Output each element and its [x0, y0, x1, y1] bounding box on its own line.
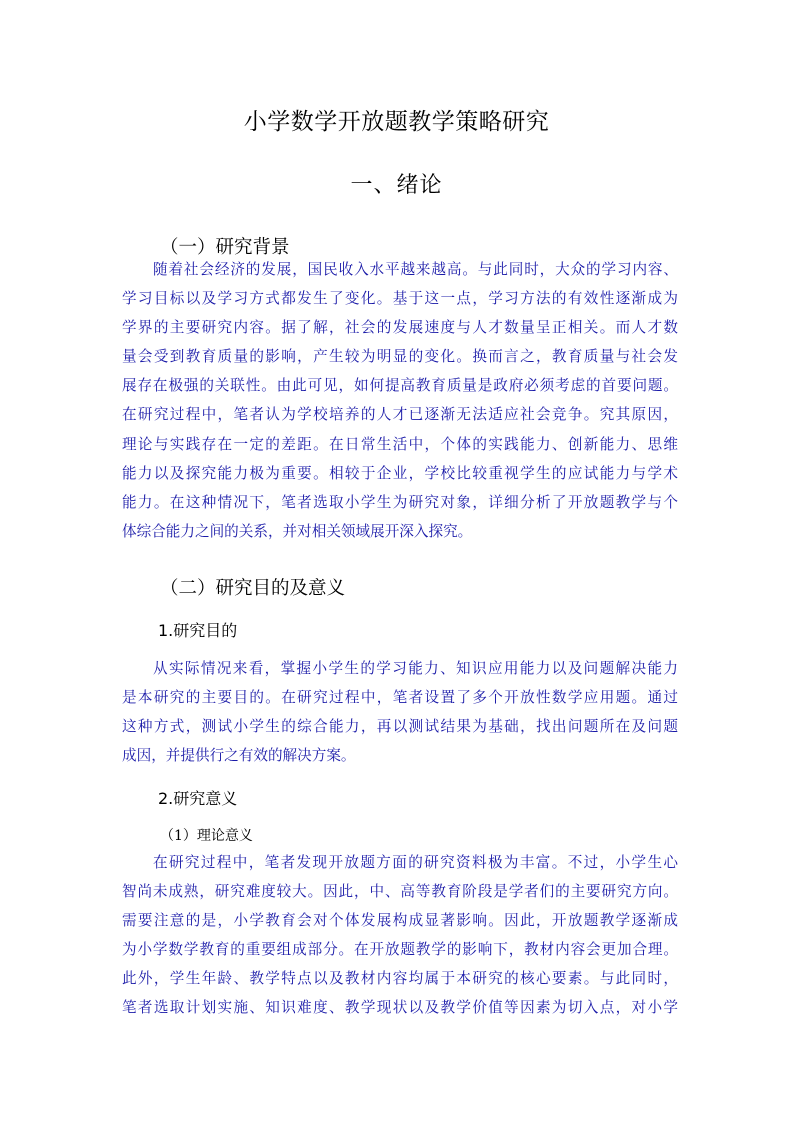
paragraph-line: 需要注意的是，小学教育会对个体发展构成显著影响。因此，开放题教学逐渐成	[122, 912, 678, 930]
paragraph-line: 学界的主要研究内容。据了解，社会的发展速度与人才数量呈正相关。而人才数	[122, 319, 678, 337]
paragraph-line: 为小学数学教育的重要组成部分。在开放题教学的影响下，教材内容会更加合理。	[122, 941, 678, 959]
paragraph-line: 此外，学生年龄、教学特点以及教材内容均属于本研究的核心要素。与此同时，	[122, 970, 678, 988]
subsection-heading-purpose: 1.研究目的	[158, 621, 238, 640]
paragraph-line: 随着社会经济的发展，国民收入水平越来越高。与此同时，大众的学习内容、	[153, 261, 678, 278]
paragraph-line: 智尚未成熟，研究难度较大。因此，中、高等教育阶段是学者们的主要研究方向。	[122, 883, 678, 901]
paragraph-line: 笔者选取计划实施、知识难度、教学现状以及教学价值等因素为切入点，对小学	[122, 999, 678, 1017]
section-heading-background: （一）研究背景	[160, 237, 290, 258]
section-heading-purpose-significance: （二）研究目的及意义	[160, 578, 346, 599]
paragraph-line: 成因，并提供行之有效的解决方案。	[122, 747, 356, 765]
paragraph-purpose	[122, 654, 678, 770]
paragraph-line: 在研究过程中，笔者发现开放题方面的研究资料极为丰富。不过，小学生心	[153, 854, 678, 871]
paragraph-line: 量会受到教育质量的影响，产生较为明显的变化。换而言之，教育质量与社会发	[122, 348, 678, 366]
paragraph-background	[122, 255, 678, 546]
paragraph-line: 能力以及探究能力极为重要。相较于企业，学校比较重视学生的应试能力与学术	[122, 464, 678, 482]
paragraph-line: 展存在极强的关联性。由此可见，如何提高教育质量是政府必须考虑的首要问题。	[122, 377, 678, 395]
paragraph-line: 学习目标以及学习方式都发生了变化。基于这一点，学习方法的有效性逐渐成为	[122, 290, 678, 308]
paragraph-line: 能力。在这种情况下，笔者选取小学生为研究对象，详细分析了开放题教学与个	[122, 493, 678, 511]
paragraph-line: 从实际情况来看，掌握小学生的学习能力、知识应用能力以及问题解决能力	[153, 660, 678, 677]
document-title: 小学数学开放题教学策略研究	[243, 109, 550, 135]
paragraph-line: 这种方式，测试小学生的综合能力，再以测试结果为基础，找出问题所在及问题	[122, 718, 678, 736]
chapter-heading: 一、绪论	[350, 173, 443, 198]
paragraph-line: 在研究过程中，笔者认为学校培养的人才已逐渐无法适应社会竞争。究其原因，	[122, 406, 678, 424]
subsubsection-heading-theory: （1）理论意义	[160, 828, 253, 844]
paragraph-theory	[122, 848, 678, 1023]
paragraph-line: 是本研究的主要目的。在研究过程中，笔者设置了多个开放性数学应用题。通过	[122, 689, 678, 707]
paragraph-line: 理论与实践存在一定的差距。在日常生活中，个体的实践能力、创新能力、思维	[122, 435, 678, 453]
subsection-heading-significance: 2.研究意义	[158, 789, 238, 808]
paragraph-line: 体综合能力之间的关系，并对相关领域展开深入探究。	[122, 522, 473, 540]
